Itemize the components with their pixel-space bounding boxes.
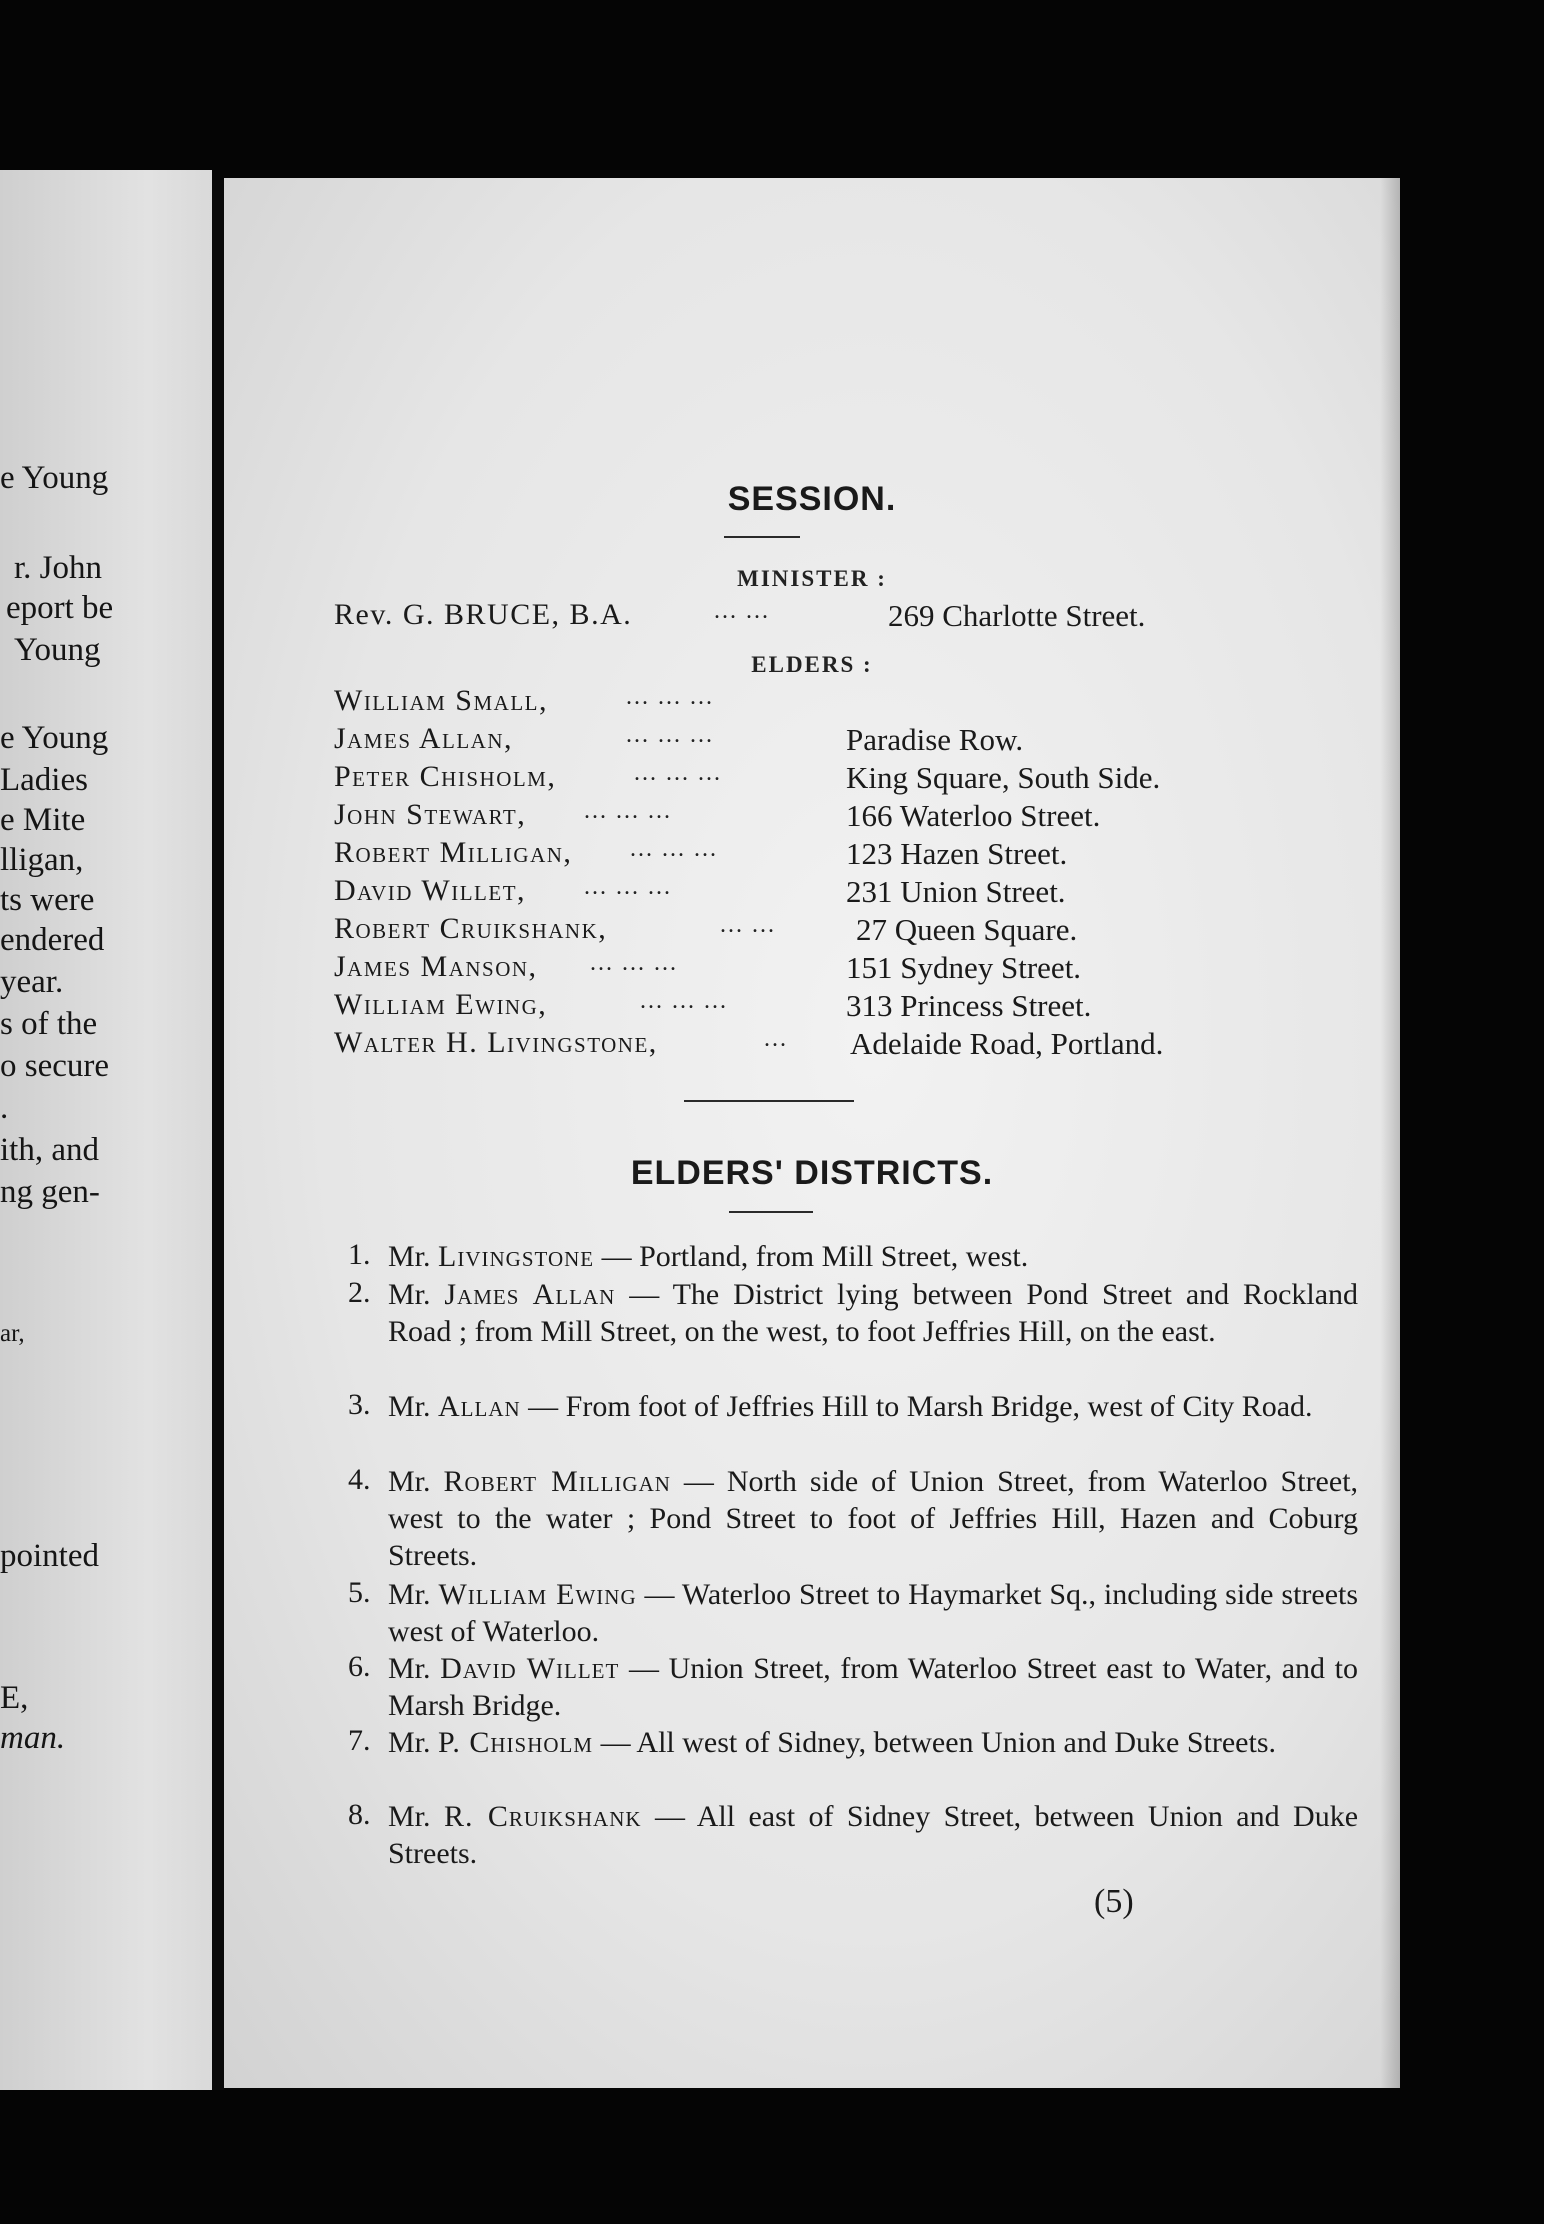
- elder-name: R. Cruikshank: [443, 1800, 642, 1833]
- elder-name: James Manson,: [334, 950, 538, 983]
- minister-address: 269 Charlotte Street.: [888, 598, 1146, 633]
- left-text-line: ith, and: [0, 1132, 99, 1168]
- district-description: — Portland, from Mill Street, west.: [601, 1240, 1029, 1273]
- session-heading: SESSION.: [727, 480, 897, 518]
- elder-row: [224, 798, 1400, 834]
- leader-dots: ... ... ...: [634, 760, 722, 786]
- left-text-line: o secure: [0, 1048, 110, 1084]
- left-text-line: year.: [0, 964, 64, 1000]
- district-number: 1.: [348, 1238, 371, 1271]
- leader-dots: ... ... ...: [626, 722, 714, 748]
- left-text-line: pointed: [0, 1538, 99, 1574]
- district-title: Mr.: [388, 1240, 431, 1273]
- elder-name: Robert Cruikshank,: [334, 912, 608, 945]
- elder-name: William Small,: [334, 684, 548, 717]
- book-gutter: [212, 180, 224, 2090]
- elder-name: David Willet: [440, 1652, 620, 1685]
- district-number: 2.: [348, 1276, 371, 1309]
- leader-dots: ... ... ...: [630, 836, 718, 862]
- elder-address: Adelaide Road, Portland.: [850, 1026, 1164, 1061]
- right-page: [224, 178, 1400, 2088]
- leader-dots: ... ... ...: [626, 684, 714, 710]
- district-title: Mr.: [388, 1465, 431, 1498]
- district-title: Mr.: [388, 1726, 431, 1759]
- leader-dots: ... ...: [720, 912, 776, 938]
- heading-rule: [724, 536, 800, 538]
- district-description: — All east of Sidney Street, between Union and Duke Streets.: [388, 1800, 1359, 1870]
- district-description: — From foot of Jeffries Hill to Marsh Bridge, west of City Road.: [528, 1390, 1313, 1423]
- district-title: Mr.: [388, 1578, 431, 1611]
- district-number: 3.: [348, 1388, 371, 1421]
- left-text-line: lligan,: [0, 842, 84, 878]
- district-item: [348, 1388, 1358, 1425]
- elder-address: 313 Princess Street.: [846, 988, 1092, 1023]
- elder-row: [224, 912, 1400, 948]
- page-number: (5): [1094, 1883, 1134, 1920]
- leader-dots: ... ... ...: [640, 988, 728, 1014]
- left-text-line: ar,: [0, 1320, 25, 1347]
- left-text-line: e Young: [0, 460, 109, 496]
- district-number: 7.: [348, 1724, 371, 1757]
- section-divider: [684, 1100, 854, 1102]
- left-text-line: eport be: [6, 590, 114, 626]
- district-description: — North side of Union Street, from Waterloo Street, west to the water ; Pond Street to foot of Jeffries Hill, Hazen and Coburg Streets.: [388, 1465, 1359, 1572]
- district-item: [348, 1798, 1358, 1872]
- elder-name: James Allan: [444, 1278, 616, 1311]
- districts-heading: ELDERS' DISTRICTS.: [630, 1154, 994, 1192]
- elder-row: [224, 1026, 1400, 1062]
- elder-row: [224, 988, 1400, 1024]
- district-number: 6.: [348, 1650, 371, 1683]
- elder-address: 231 Union Street.: [846, 874, 1066, 909]
- left-text-line: Ladies: [0, 762, 88, 798]
- elder-name: P. Chisholm: [438, 1726, 594, 1759]
- district-title: Mr.: [388, 1800, 431, 1833]
- left-text-line: Young: [14, 632, 101, 668]
- elder-address: 27 Queen Square.: [856, 912, 1078, 947]
- district-number: 5.: [348, 1576, 371, 1609]
- left-text-line: ng gen-: [0, 1174, 100, 1210]
- elder-address: 166 Waterloo Street.: [846, 798, 1101, 833]
- district-number: 4.: [348, 1463, 371, 1496]
- left-text-line: s of the: [0, 1006, 98, 1042]
- elder-row: [224, 836, 1400, 872]
- left-facing-page: [0, 170, 212, 2090]
- elder-name: Robert Milligan: [443, 1465, 671, 1498]
- district-description: — Waterloo Street to Haymarket Sq., including side streets west of Waterloo.: [388, 1578, 1359, 1648]
- minister-label: MINISTER :: [737, 566, 887, 591]
- district-description: — Union Street, from Waterloo Street east to Water, and to Marsh Bridge.: [388, 1652, 1359, 1722]
- elder-row: [224, 722, 1400, 758]
- leader-dots: ... ...: [714, 598, 770, 624]
- elder-name: Peter Chisholm,: [334, 760, 557, 793]
- elder-row: [224, 950, 1400, 986]
- elder-name: Robert Milligan,: [334, 836, 573, 869]
- left-text-line: .: [0, 1090, 9, 1126]
- left-text-line: man.: [0, 1720, 66, 1756]
- left-text-line: ts were: [0, 882, 95, 918]
- leader-dots: ... ... ...: [590, 950, 678, 976]
- left-text-line: endered: [0, 922, 105, 958]
- elder-name: Allan: [438, 1390, 521, 1423]
- district-item: [348, 1650, 1358, 1724]
- leader-dots: ... ... ...: [584, 798, 672, 824]
- elder-row: [224, 874, 1400, 910]
- leader-dots: ... ... ...: [584, 874, 672, 900]
- district-item: [348, 1276, 1358, 1350]
- district-title: Mr.: [388, 1652, 431, 1685]
- district-item: [348, 1463, 1358, 1574]
- district-title: Mr.: [388, 1278, 431, 1311]
- district-item: [348, 1238, 1358, 1275]
- elder-address: 151 Sydney Street.: [846, 950, 1082, 985]
- elder-name: Walter H. Livingstone,: [334, 1026, 658, 1059]
- elder-row: [224, 760, 1400, 796]
- elder-name: William Ewing,: [334, 988, 548, 1021]
- minister-row: [224, 598, 1400, 634]
- leader-dots: ...: [764, 1026, 788, 1052]
- elder-row: [224, 684, 1400, 720]
- elder-name: James Allan,: [334, 722, 514, 755]
- left-text-line: e Mite: [0, 802, 86, 838]
- elder-address: 123 Hazen Street.: [846, 836, 1068, 871]
- elder-name: David Willet,: [334, 874, 527, 907]
- left-text-line: e Young: [0, 720, 109, 756]
- district-item: [348, 1576, 1358, 1650]
- elder-name: Livingstone: [438, 1240, 595, 1273]
- minister-name: Rev. G. BRUCE, B.A.: [334, 598, 633, 631]
- district-number: 8.: [348, 1798, 371, 1831]
- district-item: [348, 1724, 1358, 1761]
- elders-label: ELDERS :: [751, 652, 873, 677]
- district-description: — All west of Sidney, between Union and Duke Streets.: [600, 1726, 1277, 1759]
- district-description: — The District lying between Pond Street and Rockland Road ; from Mill Street, on the west, to foot Jeffries Hill, on the east.: [388, 1278, 1359, 1348]
- page-edge-shadow: [1380, 178, 1400, 2088]
- elder-name: William Ewing: [438, 1578, 637, 1611]
- elder-name: John Stewart,: [334, 798, 527, 831]
- left-text-line: E,: [0, 1680, 29, 1716]
- elder-address: King Square, South Side.: [846, 760, 1161, 795]
- elder-address: Paradise Row.: [846, 722, 1024, 757]
- heading-rule: [729, 1211, 813, 1213]
- left-text-line: r. John: [14, 550, 103, 586]
- district-title: Mr.: [388, 1390, 431, 1423]
